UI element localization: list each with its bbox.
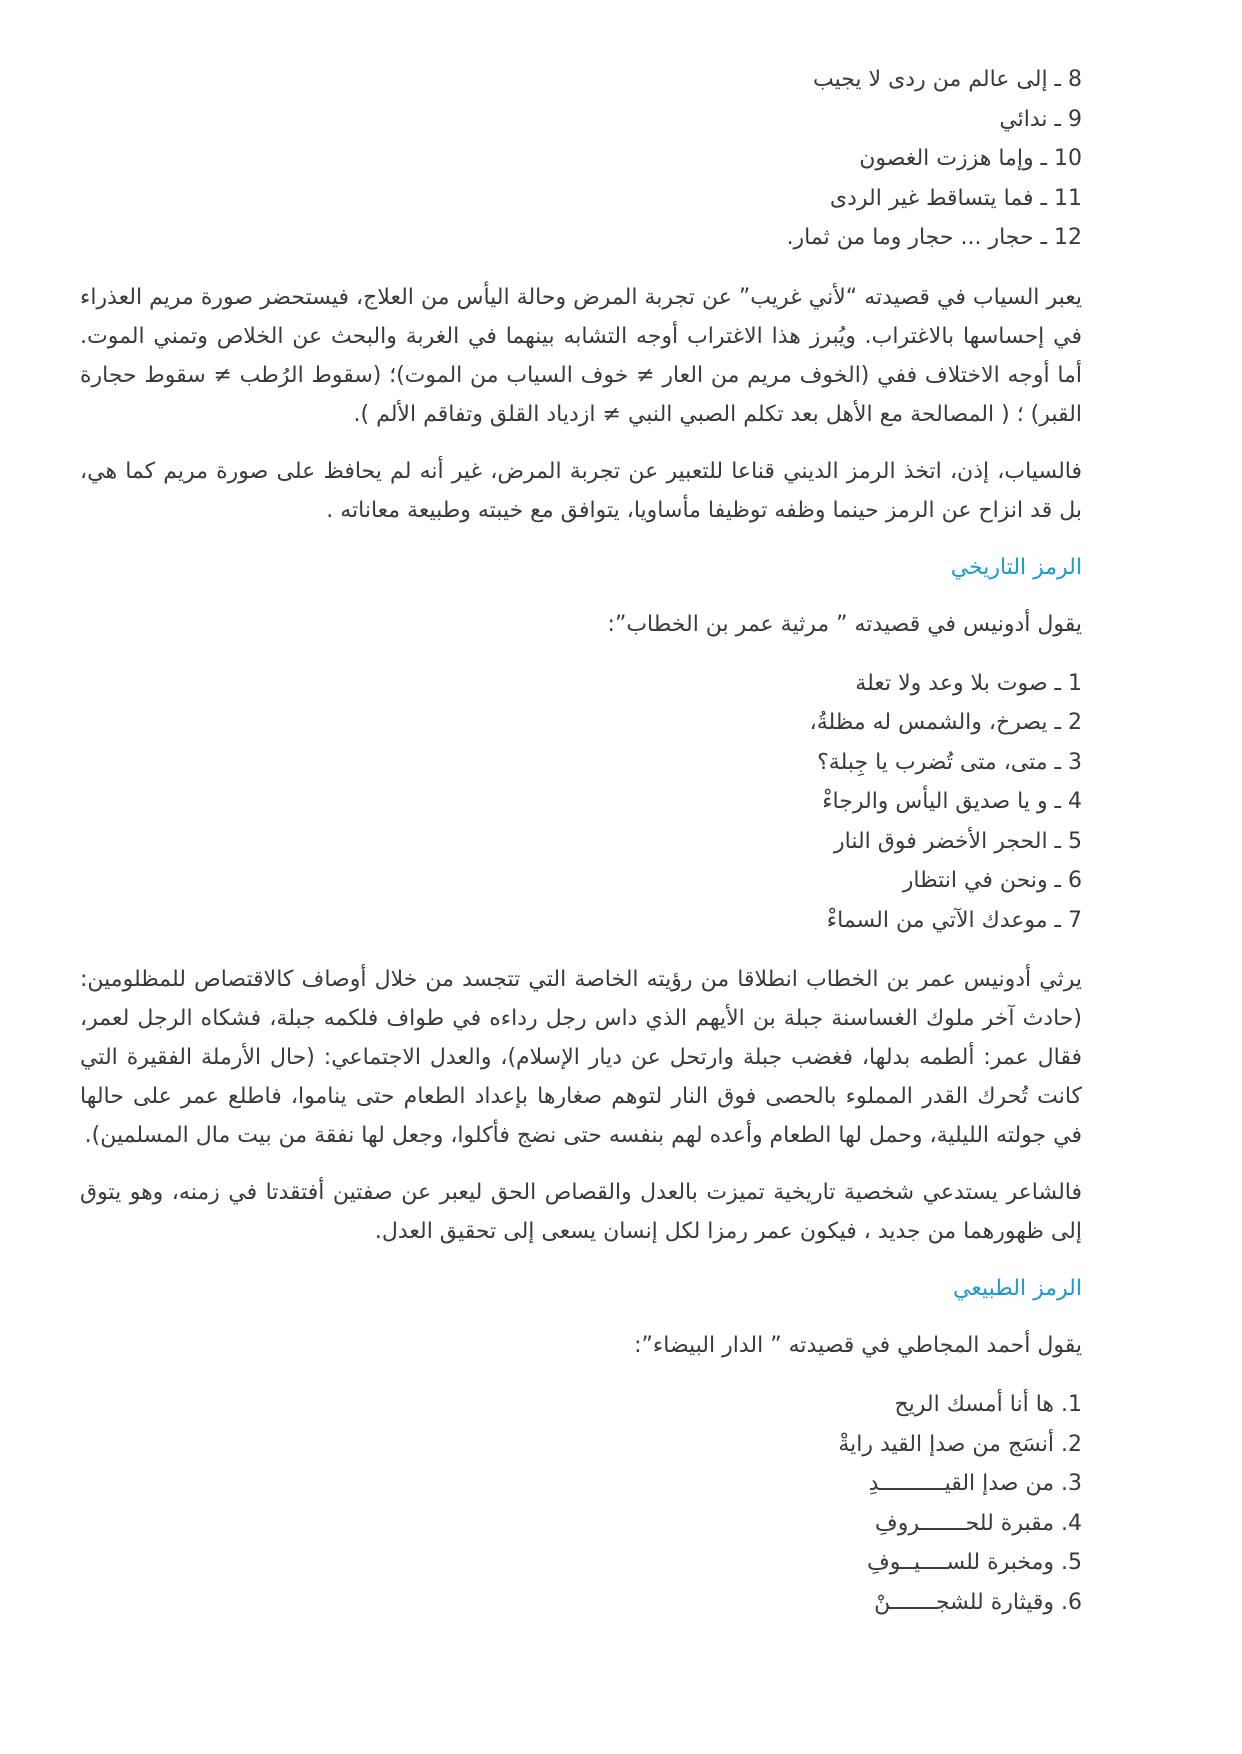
verse-line: 1 ـ صوت بلا وعد ولا تعلة (855, 670, 1082, 696)
verse-line: 4. مقبرة للحـــــــروفِ (874, 1510, 1082, 1536)
verse-line: 6 ـ ونحن في انتظار (902, 868, 1082, 893)
verse-line: 6. وقيثارة للشجـــــــنْ (874, 1589, 1082, 1615)
spacer (80, 587, 1162, 605)
verse-line: 7 ـ موعدك الآتي من السماءْ (826, 907, 1082, 933)
verse-line: 5. ومخبرة للســــيــوفِ (867, 1550, 1082, 1575)
verse-line: 1. ها أنا أمسك الريح (894, 1392, 1082, 1417)
spacer (80, 1155, 1162, 1173)
verse-line: 9 ـ ندائي (999, 106, 1082, 132)
spacer (80, 940, 1162, 960)
verse-line: 4 ـ و يا صديق اليأس والرجاءْ (822, 789, 1082, 814)
verse-line: 2. أنسَج من صدإ القيد رايةْ (838, 1431, 1082, 1457)
spacer (80, 644, 1162, 664)
verse-line: 2 ـ يصرخ، والشمس له مظلةُ، (809, 710, 1082, 735)
paragraph-adonis-analysis: يرثي أدونيس عمر بن الخطاب انطلاقا من رؤيته الخاصة التي تتجسد من خلال أوصاف كالاقتصاص للمظلومين: (حادث آخر ملوك الغساسنة جبلة بن الأيهم الذي داس رجل رداءه في طواف فلكمه جبلة، فشكاه الرجل لعمر، فقال عمر: ألطمه بدلها، فغضب جبلة وارتحل عن ديار الإسلام)، والعدل الاجتماعي: (حال الأرملة الفقيرة التي كانت تُحرك القدر المملوء بالحصى فوق النار لتوهم صغارها بإعداد الطعام حتى يناموا، فاطلع عمر على حالها في جولته الليلية، وحمل لها الطعام وأعده لهم بنفسه حتى نضج فأكلوا، وجعل لها نفقة من بيت مال المسلمين). (80, 967, 1082, 1148)
verse-line: 3 ـ متى، متى تُضرب يا جِبلة؟ (817, 749, 1082, 775)
spacer (80, 1251, 1162, 1269)
spacer (80, 434, 1162, 452)
section-heading-historical: الرمز التاريخي (950, 554, 1082, 580)
section-heading-natural: الرمز الطبيعي (953, 1276, 1082, 1301)
intro-majati: يقول أحمد المجاطي في قصيدته ” الدار البيضاء”: (634, 1333, 1082, 1358)
spacer (80, 1365, 1162, 1385)
verse-line: 8 ـ إلى عالم من ردى لا يجيب (812, 67, 1082, 92)
verse-line: 5 ـ الحجر الأخضر فوق النار (834, 828, 1082, 854)
intro-adonis: يقول أدونيس في قصيدته ” مرثية عمر بن الخطاب”: (607, 611, 1082, 637)
verse-line: 12 ـ حجار ... حجار وما من ثمار. (786, 225, 1082, 250)
spacer (80, 530, 1162, 548)
verse-list-majati (80, 1385, 1162, 1622)
verse-line: 11 ـ فما يتساقط غير الردى (829, 185, 1082, 211)
paragraph-sayyab-conclusion: فالسياب، إذن، اتخذ الرمز الديني قناعا للتعبير عن تجربة المرض، غير أنه لم يحافظ على صورة مريم كما هي، بل قد انزاح عن الرمز حينما وظفه توظيفا مأساويا، يتوافق مع خيبته وطبيعة معاناته . (80, 458, 1082, 523)
paragraph-sayyab-analysis: يعبر السياب في قصيدته “لأني غريب” عن تجربة المرض وحالة اليأس من العلاج، فيستحضر صورة مريم العذراء في إحساسها بالاغتراب. ويُبرز هذا الاغتراب أوجه التشابه بينهما في الغربة والبحث عن الخلاص وتمني الموت. أما أوجه الاختلاف ففي (الخوف مريم من العار ≠ خوف السياب من الموت)؛ (سقوط الرُطب ≠ سقوط حجارة القبر) ؛ ( المصالحة مع الأهل بعد تكلم الصبي النبي ≠ ازدياد القلق وتفاقم الألم ). (80, 284, 1082, 427)
spacer (80, 258, 1162, 278)
verse-line: 3. من صدإ القيــــــــــدِ (868, 1471, 1082, 1496)
verse-list-adonis (80, 664, 1162, 941)
verse-line: 10 ـ وإما هززت الغصون (859, 146, 1082, 171)
spacer (80, 1308, 1162, 1326)
verse-list-sayyab (80, 60, 1162, 258)
paragraph-adonis-conclusion: فالشاعر يستدعي شخصية تاريخية تميزت بالعدل والقصاص الحق ليعبر عن صفتين أفتقدتا في زمنه، وهو يتوق إلى ظهورهما من جديد ، فيكون عمر رمزا لكل إنسان يسعى إلى تحقيق العدل. (80, 1180, 1082, 1244)
